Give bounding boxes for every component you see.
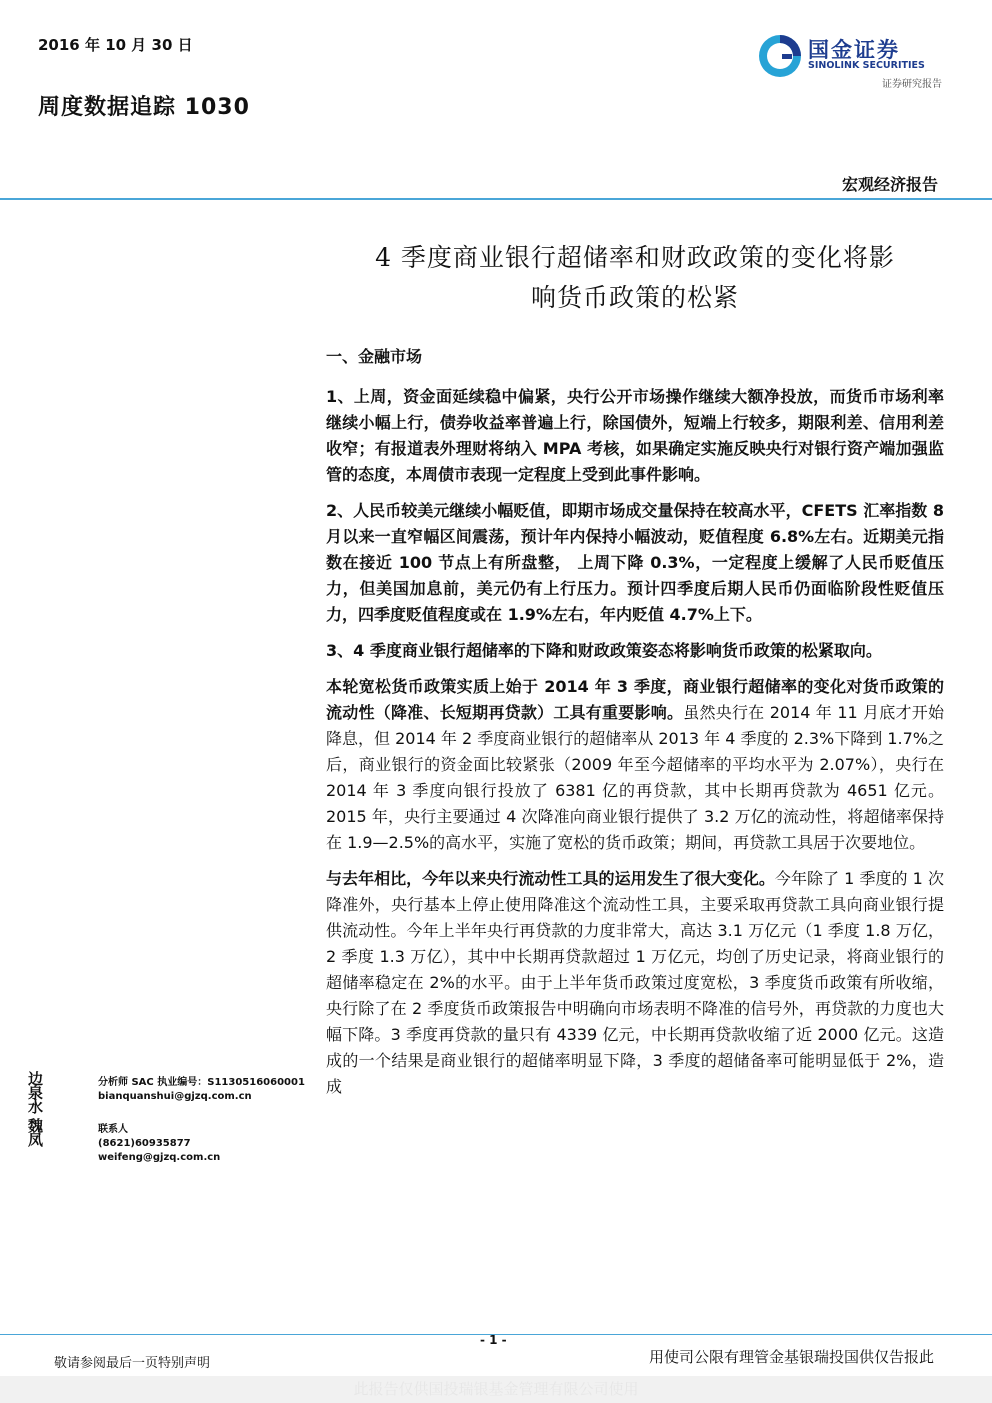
title-line-1: 4 季度商业银行超储率和财政政策的变化将影 [375,243,895,272]
paragraph-1: 1、上周，资金面延续稳中偏紧，央行公开市场操作继续大额净投放，而货币市场利率继续小幅上行，债券收益率普遍上行，除国债外，短端上行较多，期限利差、信用利差收窄；有报道表外理财将纳入 MPA 考核，如果确定实施反映央行对银行资产端加强监管的态度，本周债市表现一定程度上受到此事件影响。 [326,387,944,484]
author-credential: 分析师 SAC 执业编号：S1130516060001 [98,1077,305,1088]
disclaimer-note: 敬请参阅最后一页特别声明 [54,1356,211,1371]
contact-email: weifeng@gjzq.com.cn [98,1152,221,1163]
contact-role: 联系人 [98,1124,128,1135]
contact-name: 魏凤 [28,1117,44,1149]
logo-mark-icon [756,32,804,80]
paragraph-5 [326,866,944,1100]
article-title [326,238,944,318]
paragraph-2: 2、人民币较美元继续小幅贬值，即期市场成交量保持在较高水平，CFETS 汇率指数 8 月以来一直窄幅区间震荡，预计年内保持小幅波动，贬值程度 6.8%左右。近期美元指数在接近 100 节点上有所盘整， 上周下降 0.3%，一定程度上缓解了人民币贬值压力，但美国加息前，美元仍有上行压力。预计四季度后期人民币仍面临阶段性贬值压力，四季度贬值程度或在 1.9%左右，年内贬值 4.7%上下。 [326,501,944,624]
company-logo [756,30,956,90]
contact-info [98,1123,318,1165]
title-line-2: 响货币政策的松紧 [530,283,739,312]
section-heading: 一、金融市场 [326,347,423,366]
contact-phone: (8621)60935877 [98,1138,191,1149]
watermark: 此报告仅供国投瑞银基金管理有限公司使用 [0,1376,992,1403]
paragraph-4-text: 虽然央行在 2014 年 11 月底才开始降息，但 2014 年 2 季度商业银行的超储率从 2013 年 4 季度的 2.3%下降到 1.7%之后，商业银行的资金面比较紧张（2009 年至今超储率的平均水平为 2.07%），央行在 2014 年 3 季度向银行投放了 6381 亿的再贷款，其中长期再贷款为 4651 亿元。2015 年，央行主要通过 4 次降准向商业银行提供了 3.2 万亿的流动性，将超储率保持在 1.9—2.5%的高水平，实施了宽松的货币政策；期间，再贷款工具居于次要地位。 [326,703,944,852]
author-info [98,1076,318,1104]
author-name: 边泉水 [28,1070,44,1116]
article-body [326,344,944,1110]
paragraph-3: 3、4 季度商业银行超储率的下降和财政政策姿态将影响货币政策的松紧取向。 [326,641,882,660]
logo-name: 国金证券 [808,38,900,62]
paragraph-5-text: 今年除了 1 季度的 1 次降准外，央行基本上停止使用降准这个流动性工具，主要采取再贷款工具向商业银行提供流动性。今年上半年央行再贷款的力度非常大，高达 3.1 万亿元（1 季度 1.8 万亿，2 季度 1.3 万亿），其中中长期再贷款超过 1 万亿元，均创了历史记录，将商业银行的超储率稳定在 2%的水平。由于上半年货币政策过度宽松，3 季度货币政策有所收缩，央行除了在 2 季度货币政策报告中明确向市场表明不降准的信号外，再贷款的力度也大幅下降。3 季度再贷款的量只有 4339 亿元，中长期再贷款收缩了近 2000 亿元。这造成的一个结果是商业银行的超储率明显下降，3 季度的超储备率可能明显低于 2%，造成 [326,869,944,1096]
logo-subtitle: 证券研究报告 [882,79,942,90]
author-email: bianquanshui@gjzq.com.cn [98,1091,252,1102]
paragraph-4 [326,674,944,856]
paragraph-4-lead: 本轮宽松货币政策实质上始于 2014 年 3 季度，商业银行超储率的变化对货币政策的流动性（降准、长短期再贷款）工具有重要影响。 [326,677,944,722]
usage-note: 用使司公限有理管金基银瑞投国供仅告报此 [648,1348,934,1366]
page-number: - 1 - [480,1333,507,1347]
header-divider [0,198,992,200]
report-date: 2016 年 10 月 30 日 [38,36,193,54]
logo-english: SINOLINK SECURITIES [808,60,925,71]
series-title: 周度数据追踪 1030 [38,95,250,120]
paragraph-5-lead: 与去年相比，今年以来央行流动性工具的运用发生了很大变化。 [326,869,775,888]
report-type: 宏观经济报告 [841,175,938,194]
